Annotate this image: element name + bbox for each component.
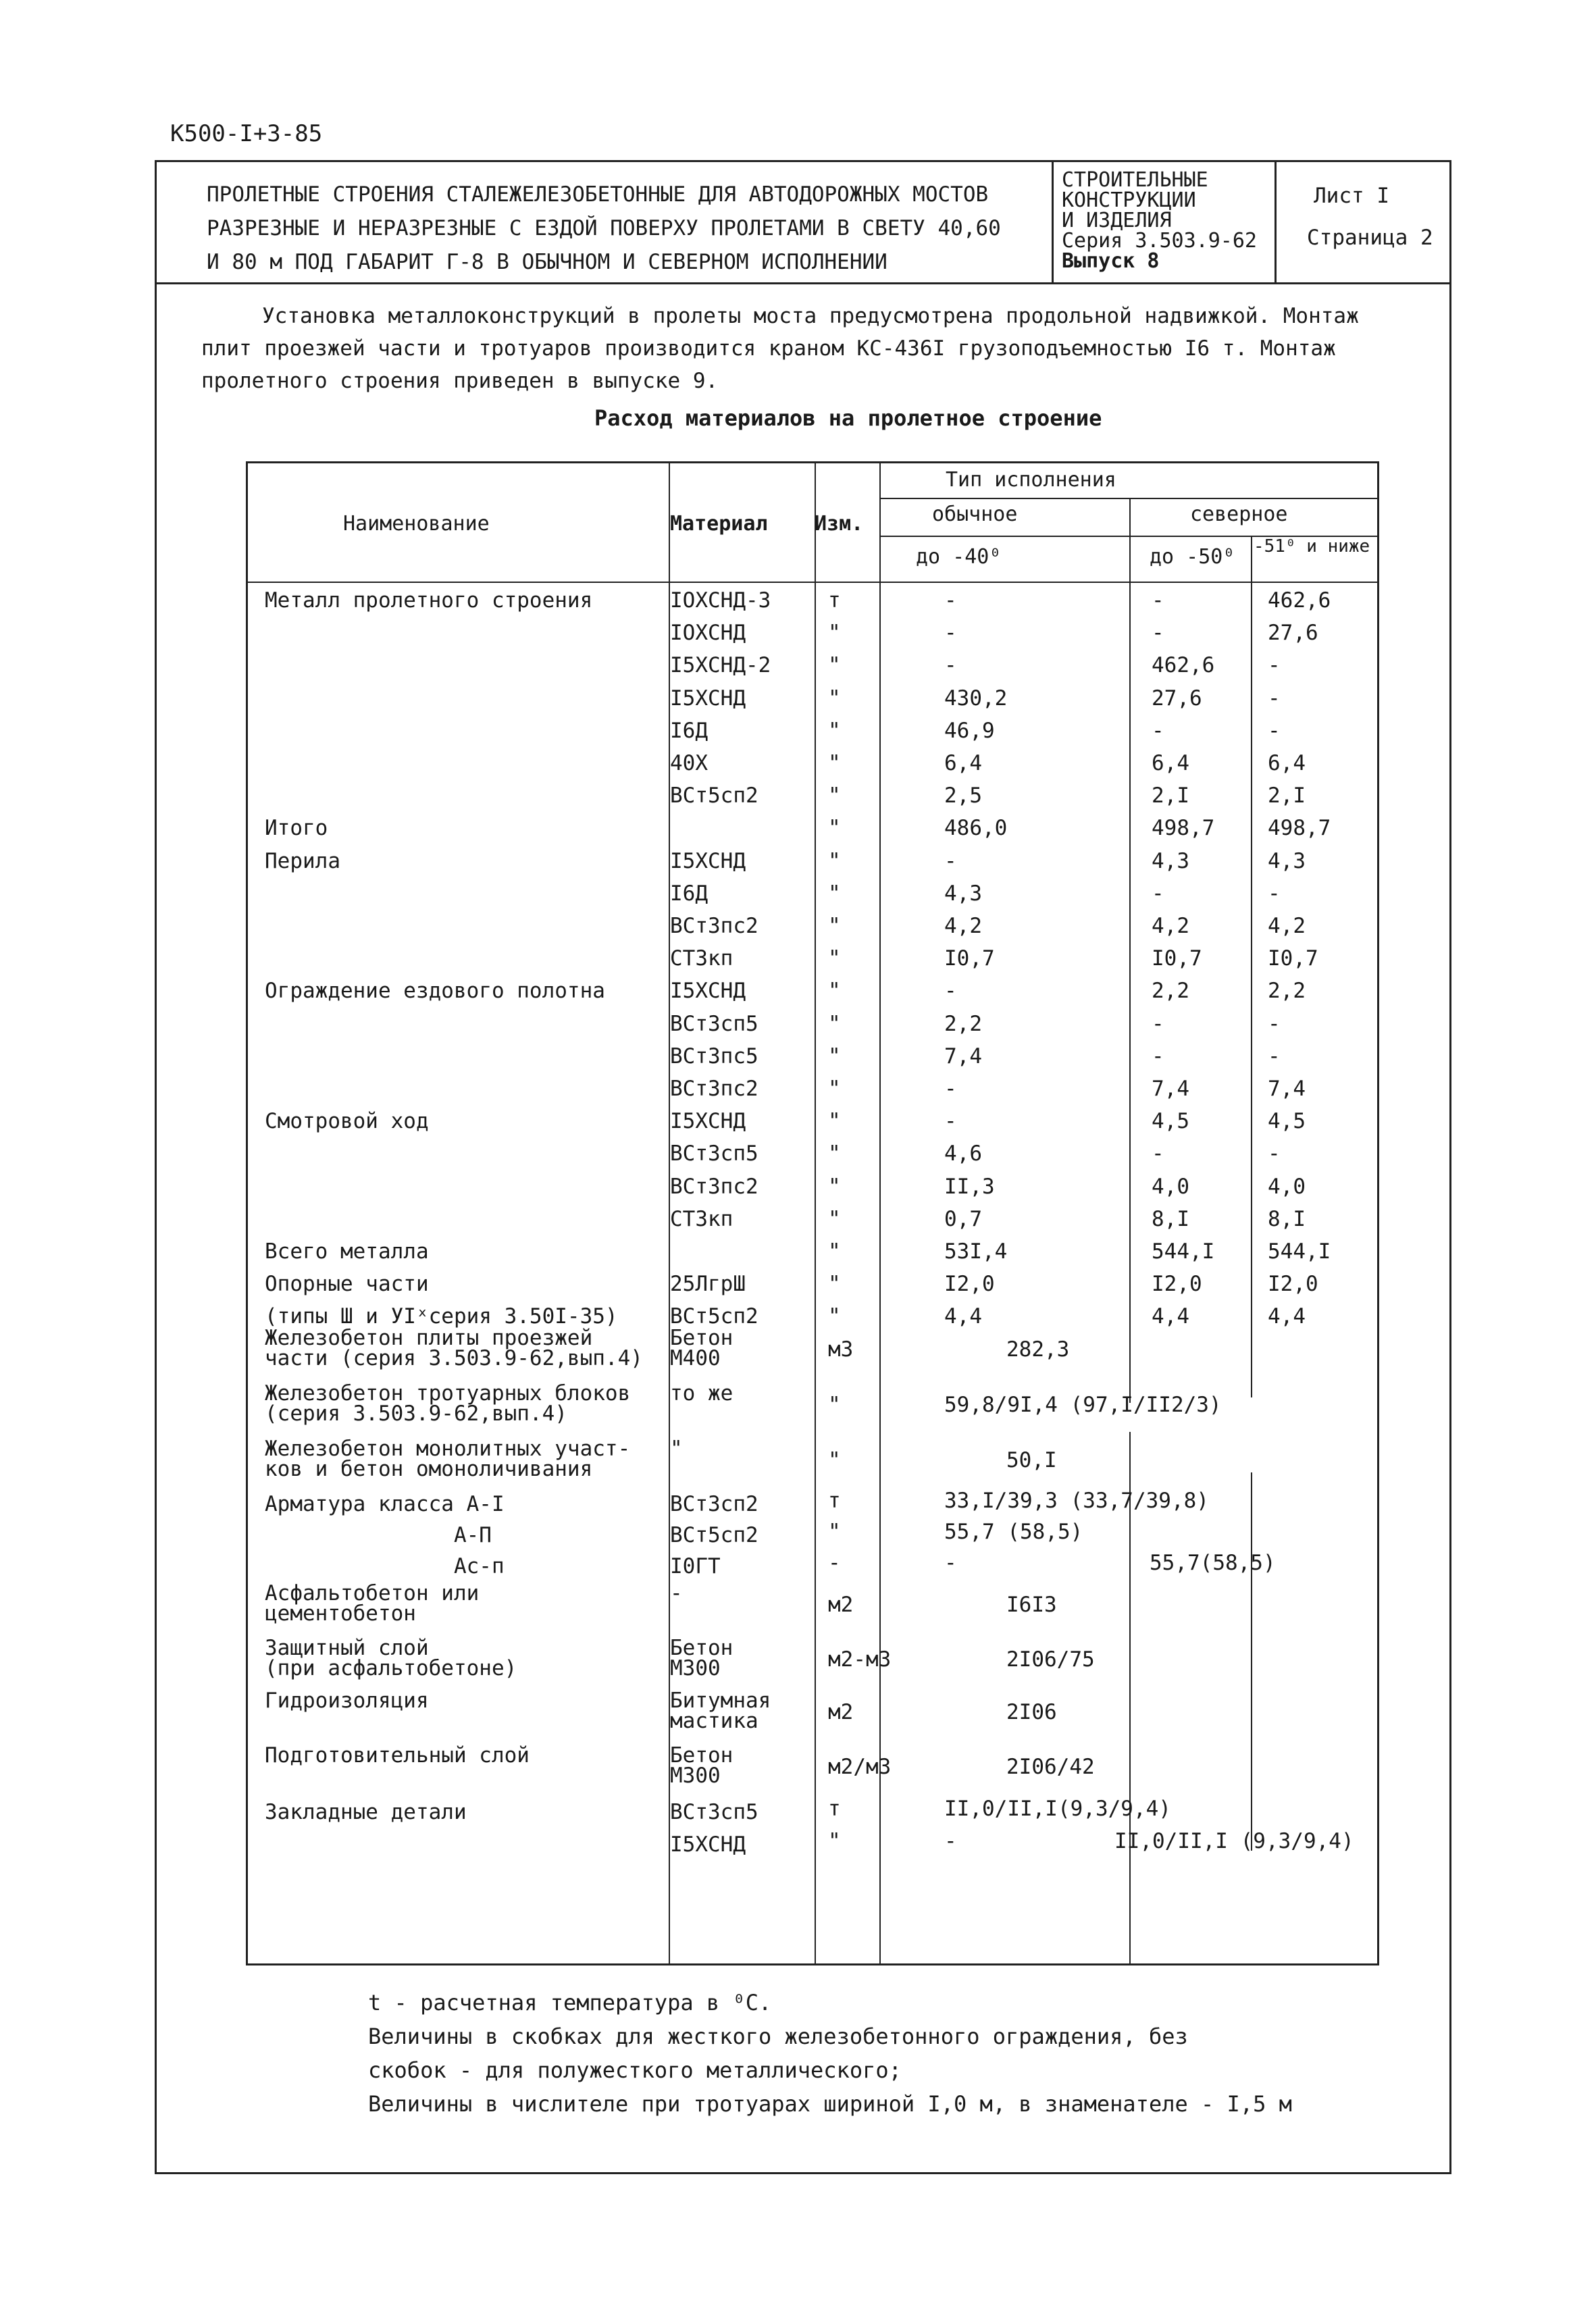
row-material <box>670 1439 683 1459</box>
document-code: К500-I+3-85 <box>170 120 323 147</box>
row-value-north2: I2,0 <box>1268 1272 1318 1296</box>
row-name <box>265 1551 505 1582</box>
row-value-north: - <box>1152 881 1164 906</box>
row-value: 33,I/39,3 (33,7/39,8) <box>944 1489 1209 1513</box>
intro-line: Установка металлоконструкций в пролеты моста предусмотрена продольной надвижкой. Монтаж <box>262 304 1359 328</box>
row-name <box>265 1489 505 1520</box>
row-value-normal: - <box>944 588 957 613</box>
row-value: 59,8/9I,4 (97,I/II2/3) <box>944 1393 1222 1417</box>
row-material <box>670 1745 733 1786</box>
row-name-line: ков и бетон омоноличивания <box>265 1457 593 1481</box>
row-name <box>265 1797 467 1828</box>
row-material <box>670 1829 746 1860</box>
row-unit: " <box>828 1044 841 1069</box>
row-value-north: 6,4 <box>1152 751 1189 775</box>
row-value-normal: 4,4 <box>944 1304 982 1329</box>
row-name: Опорные части <box>265 1272 429 1296</box>
row-material <box>670 1520 758 1551</box>
header-type: Тип исполнения <box>946 468 1116 492</box>
row-value: - <box>944 1829 957 1853</box>
row-name-line: Ас-п <box>265 1554 505 1578</box>
row-material-line: Бетон <box>670 1326 733 1350</box>
row-material <box>670 1489 758 1520</box>
row-material: 25ЛгрШ <box>670 1272 746 1296</box>
row-value-north: 7,4 <box>1152 1077 1189 1101</box>
row-material <box>670 1383 733 1404</box>
row-value: II,0/II,I(9,3/9,4) <box>944 1797 1171 1821</box>
title-line: И 80 м ПОД ГАБАРИТ Г-8 В ОБЫЧНОМ И СЕВЕРНОМ ИСПОЛНЕНИИ <box>207 250 887 274</box>
row-name-line: А-П <box>265 1523 492 1547</box>
title-line: РАЗРЕЗНЫЕ И НЕРАЗРЕЗНЫЕ С ЕЗДОЙ ПОВЕРХУ ПРОЛЕТАМИ В СВЕТУ 40,60 <box>207 216 1001 240</box>
column-divider <box>1251 1472 1252 1851</box>
row-material-line: ВСт3сп5 <box>670 1800 758 1824</box>
row-material-line: М400 <box>670 1346 721 1370</box>
row-value-north2: 4,0 <box>1268 1175 1306 1199</box>
row-material: ВСт3пс2 <box>670 1077 758 1101</box>
row-material: ВСт3пс2 <box>670 914 758 938</box>
row-name-line: цементобетон <box>265 1601 416 1626</box>
header-temp-north: до -50⁰ <box>1150 545 1235 569</box>
row-name: Итого <box>265 816 328 840</box>
row-unit: " <box>828 719 841 743</box>
row-value-normal: 0,7 <box>944 1207 982 1231</box>
row-value-north2: 8,I <box>1268 1207 1306 1231</box>
row-material: СТ3кп <box>670 1207 733 1231</box>
row-value-normal: 4,2 <box>944 914 982 938</box>
row-unit: " <box>828 1829 841 1853</box>
row-unit: м2-м3 <box>828 1647 892 1672</box>
row-unit: " <box>828 979 841 1003</box>
row-name <box>265 1520 492 1551</box>
page-number: Страница 2 <box>1307 226 1433 250</box>
row-name: Всего металла <box>265 1239 429 1264</box>
row-material-line: ВСт5сп2 <box>670 1523 758 1547</box>
title-block-separator <box>1275 160 1277 282</box>
row-value-north2: - <box>1268 719 1281 743</box>
row-name-line: (при асфальтобетоне) <box>265 1656 517 1680</box>
row-unit: - <box>828 1551 841 1575</box>
header-normal: обычное <box>932 503 1018 526</box>
header-unit: Изм. <box>815 512 864 536</box>
row-value-normal: 7,4 <box>944 1044 982 1069</box>
header-divider <box>246 582 1379 583</box>
row-value-north: - <box>1152 1141 1164 1166</box>
row-value-normal: 53I,4 <box>944 1239 1008 1264</box>
row-material: I5ХСНД <box>670 1109 746 1133</box>
row-unit: " <box>828 783 841 808</box>
intro-line: пролетного строения приведен в выпуске 9. <box>201 369 719 393</box>
row-unit: " <box>828 946 841 971</box>
row-material <box>670 1551 721 1582</box>
table-title: Расход материалов на пролетное строение <box>594 405 1102 431</box>
row-material: ВСт3пс2 <box>670 1175 758 1199</box>
row-name-line: Железобетон монолитных участ- <box>265 1437 631 1461</box>
row-value-north2: I0,7 <box>1268 946 1318 971</box>
row-unit: " <box>828 1012 841 1036</box>
note-line: t - расчетная температура в ⁰С. <box>368 1990 772 2015</box>
row-value: 2I06/42 <box>1006 1755 1095 1779</box>
footnotes <box>368 1986 1292 2121</box>
row-value-north: 27,6 <box>1152 686 1202 711</box>
series-line: Выпуск 8 <box>1062 249 1160 273</box>
row-unit: " <box>828 1272 841 1296</box>
row-material-line: " <box>670 1437 683 1461</box>
note-line: Величины в числителе при тротуарах шириной I,0 м, в знаменателе - I,5 м <box>368 2091 1292 2117</box>
column-divider <box>1129 498 1131 1403</box>
row-unit: м3 <box>828 1337 854 1362</box>
row-material <box>670 1638 733 1678</box>
row-unit: м2 <box>828 1593 854 1617</box>
row-name <box>265 1383 630 1424</box>
row-value-normal: - <box>944 979 957 1003</box>
row-value-north: - <box>1152 1012 1164 1036</box>
row-unit: " <box>828 686 841 711</box>
row-value-north: I2,0 <box>1152 1272 1202 1296</box>
row-material-line: Бетон <box>670 1636 733 1660</box>
row-name-line: Закладные детали <box>265 1800 467 1824</box>
row-unit: т <box>828 1489 841 1513</box>
row-name: Перила <box>265 849 340 873</box>
row-value-north: I0,7 <box>1152 946 1202 971</box>
header-temp-north2: -51⁰ и ниже <box>1254 536 1370 557</box>
row-value-north2: 4,3 <box>1268 849 1306 873</box>
materials-table <box>246 461 1379 1965</box>
title-block-separator <box>1052 160 1054 282</box>
row-value-normal: - <box>944 653 957 677</box>
row-unit: " <box>828 1520 841 1544</box>
row-unit: " <box>828 1448 841 1472</box>
row-value: 55,7 (58,5) <box>944 1520 1083 1544</box>
title-block-sheet <box>1307 175 1433 259</box>
row-value-north: - <box>1152 1044 1164 1069</box>
row-value-normal: - <box>944 849 957 873</box>
row-value: 2I06/75 <box>1006 1647 1095 1672</box>
row-value-north2: 4,5 <box>1268 1109 1306 1133</box>
row-value-north: 4,3 <box>1152 849 1189 873</box>
row-material-line: то же <box>670 1381 733 1406</box>
row-value-normal: 2,2 <box>944 1012 982 1036</box>
row-name <box>265 1328 643 1368</box>
row-value-north: 4,2 <box>1152 914 1189 938</box>
row-name-line: Железобетон плиты проезжей <box>265 1326 593 1350</box>
row-value-north2: - <box>1268 1044 1281 1069</box>
row-value-north2: 498,7 <box>1268 816 1331 840</box>
row-material <box>670 1328 733 1368</box>
row-material-line: I5ХСНД <box>670 1832 746 1857</box>
row-material: ВСт5сп2 <box>670 783 758 808</box>
row-material <box>670 1583 683 1603</box>
row-material: I6Д <box>670 719 708 743</box>
row-material: I6Д <box>670 881 708 906</box>
row-value-normal: 6,4 <box>944 751 982 775</box>
title-block-title <box>207 178 1001 279</box>
row-value-north: 498,7 <box>1152 816 1215 840</box>
note-line: Величины в скобках для жесткого железобетонного ограждения, без <box>368 2024 1188 2049</box>
row-value-north: II,0/II,I (9,3/9,4) <box>1114 1829 1354 1853</box>
row-value: - <box>944 1551 957 1575</box>
row-name-line: Арматура класса А-I <box>265 1492 505 1516</box>
row-value-north: - <box>1152 588 1164 613</box>
row-material: ВСт3сп5 <box>670 1012 758 1036</box>
row-value: I6I3 <box>1006 1593 1057 1617</box>
row-material: IOXСНД-3 <box>670 588 771 613</box>
row-value-north: 544,I <box>1152 1239 1215 1264</box>
row-material: 40Х <box>670 751 708 775</box>
row-name-line: Подготовительный слой <box>265 1743 530 1768</box>
row-value-north: - <box>1152 719 1164 743</box>
row-value-normal: 430,2 <box>944 686 1008 711</box>
row-value-normal: 2,5 <box>944 783 982 808</box>
row-value-normal: 4,3 <box>944 881 982 906</box>
row-value-north: - <box>1152 621 1164 645</box>
row-material-line: М300 <box>670 1656 721 1680</box>
row-name-line: Гидроизоляция <box>265 1689 429 1713</box>
title-block-divider <box>155 282 1451 284</box>
row-value-north: 2,2 <box>1152 979 1189 1003</box>
row-unit: " <box>828 1393 841 1417</box>
row-material-line: - <box>670 1581 683 1605</box>
row-value-normal: - <box>944 1077 957 1101</box>
row-unit: м2/м3 <box>828 1755 892 1779</box>
row-name: (типы Ш и УIˣсерия 3.50I-35) <box>265 1304 618 1329</box>
row-value: 50,I <box>1006 1448 1057 1472</box>
column-divider <box>815 461 816 1965</box>
row-name: Ограждение ездового полотна <box>265 979 605 1003</box>
row-value-north2: 4,4 <box>1268 1304 1306 1329</box>
row-value-north2: - <box>1268 686 1281 711</box>
row-unit: " <box>828 849 841 873</box>
row-value-north: 4,5 <box>1152 1109 1189 1133</box>
row-value-normal: II,3 <box>944 1175 995 1199</box>
row-name-line: части (серия 3.503.9-62,вып.4) <box>265 1346 643 1370</box>
row-value-north: 462,6 <box>1152 653 1215 677</box>
row-name <box>265 1691 429 1711</box>
note-line: скобок - для полужесткого металлического; <box>368 2057 902 2083</box>
row-value-north2: 2,2 <box>1268 979 1306 1003</box>
row-value-north2: - <box>1268 1141 1281 1166</box>
row-unit: т <box>828 1797 841 1821</box>
row-name-line: Железобетон тротуарных блоков <box>265 1381 631 1406</box>
row-value-north2: 462,6 <box>1268 588 1331 613</box>
intro-paragraph <box>201 300 1359 397</box>
row-unit: " <box>828 1239 841 1264</box>
title-block-series <box>1062 170 1257 272</box>
row-material: ВСт3пс5 <box>670 1044 758 1069</box>
row-value-north2: 4,2 <box>1268 914 1306 938</box>
header-name: Наименование <box>343 512 490 536</box>
row-unit: " <box>828 1077 841 1101</box>
row-value-normal: 46,9 <box>944 719 995 743</box>
row-name <box>265 1638 517 1678</box>
row-material: СТ3кп <box>670 946 733 971</box>
series-line: КОНСТРУКЦИИ <box>1062 188 1196 212</box>
row-name <box>265 1583 479 1624</box>
row-unit: " <box>828 621 841 645</box>
row-value-north2: 544,I <box>1268 1239 1331 1264</box>
row-name-line: Защитный слой <box>265 1636 429 1660</box>
row-material: I5ХСНД-2 <box>670 653 771 677</box>
row-unit: " <box>828 1141 841 1166</box>
row-value-north2: 2,I <box>1268 783 1306 808</box>
row-unit: м2 <box>828 1700 854 1724</box>
sheet-number: Лист I <box>1314 184 1389 208</box>
row-value-north2: - <box>1268 653 1281 677</box>
row-value-normal: 4,6 <box>944 1141 982 1166</box>
row-value: 282,3 <box>1006 1337 1070 1362</box>
row-unit: " <box>828 1207 841 1231</box>
row-unit: " <box>828 751 841 775</box>
header-divider <box>879 498 1379 499</box>
row-material: I5ХСНД <box>670 979 746 1003</box>
row-unit: " <box>828 1304 841 1329</box>
row-unit: " <box>828 1175 841 1199</box>
row-value-normal: - <box>944 1109 957 1133</box>
row-value-north: 8,I <box>1152 1207 1189 1231</box>
row-name: Смотровой ход <box>265 1109 429 1133</box>
row-name-line: Асфальтобетон или <box>265 1581 480 1605</box>
header-material: Материал <box>670 512 768 536</box>
row-value-normal: - <box>944 621 957 645</box>
row-name <box>265 1745 530 1766</box>
series-line: И ИЗДЕЛИЯ <box>1062 209 1172 232</box>
row-material: ВСт3сп5 <box>670 1141 758 1166</box>
row-value-north: 4,4 <box>1152 1304 1189 1329</box>
row-material-line: мастика <box>670 1709 758 1733</box>
row-name: Металл пролетного строения <box>265 588 593 613</box>
row-material <box>670 1797 758 1828</box>
row-unit: " <box>828 914 841 938</box>
row-value: 2I06 <box>1006 1700 1057 1724</box>
row-value-normal: I2,0 <box>944 1272 995 1296</box>
row-unit: " <box>828 816 841 840</box>
row-name <box>265 1439 630 1479</box>
row-value-north2: 6,4 <box>1268 751 1306 775</box>
row-material: ВСт5сп2 <box>670 1304 758 1329</box>
row-material <box>670 1691 771 1731</box>
row-material: I5ХСНД <box>670 849 746 873</box>
series-line: СТРОИТЕЛЬНЫЕ <box>1062 168 1208 192</box>
row-name-line: (серия 3.503.9-62,вып.4) <box>265 1402 567 1426</box>
row-value-normal: I0,7 <box>944 946 995 971</box>
row-material-line: Битумная <box>670 1689 771 1713</box>
row-material-line: Бетон <box>670 1743 733 1768</box>
row-unit: " <box>828 1109 841 1133</box>
row-value-north2: 7,4 <box>1268 1077 1306 1101</box>
row-unit: т <box>828 588 841 613</box>
row-unit: " <box>828 653 841 677</box>
row-value-north: 4,0 <box>1152 1175 1189 1199</box>
row-value-normal: 486,0 <box>944 816 1008 840</box>
title-line: ПРОЛЕТНЫЕ СТРОЕНИЯ СТАЛЕЖЕЛЕЗОБЕТОННЫЕ ДЛЯ АВТОДОРОЖНЫХ МОСТОВ <box>207 182 989 207</box>
row-material-line: ВСт3сп2 <box>670 1492 758 1516</box>
header-northern: северное <box>1190 503 1288 526</box>
row-value-north: 55,7(58,5) <box>1150 1551 1276 1575</box>
row-material-line: М300 <box>670 1764 721 1788</box>
row-value-north: 2,I <box>1152 783 1189 808</box>
header-temp-normal: до -40⁰ <box>916 545 1002 569</box>
column-divider <box>879 461 881 1965</box>
series-line: Серия 3.503.9-62 <box>1062 229 1257 253</box>
row-value-north2: - <box>1268 881 1281 906</box>
row-value-north2: - <box>1268 1012 1281 1036</box>
row-material: IOXСНД <box>670 621 746 645</box>
intro-line: плит проезжей части и тротуаров производится краном КС-436I грузоподъемностью I6 т. Монтаж <box>201 336 1336 361</box>
row-unit: " <box>828 881 841 906</box>
row-material-line: I0ГТ <box>670 1554 721 1578</box>
row-value-north2: 27,6 <box>1268 621 1318 645</box>
row-material: I5ХСНД <box>670 686 746 711</box>
column-divider <box>1251 536 1252 1397</box>
